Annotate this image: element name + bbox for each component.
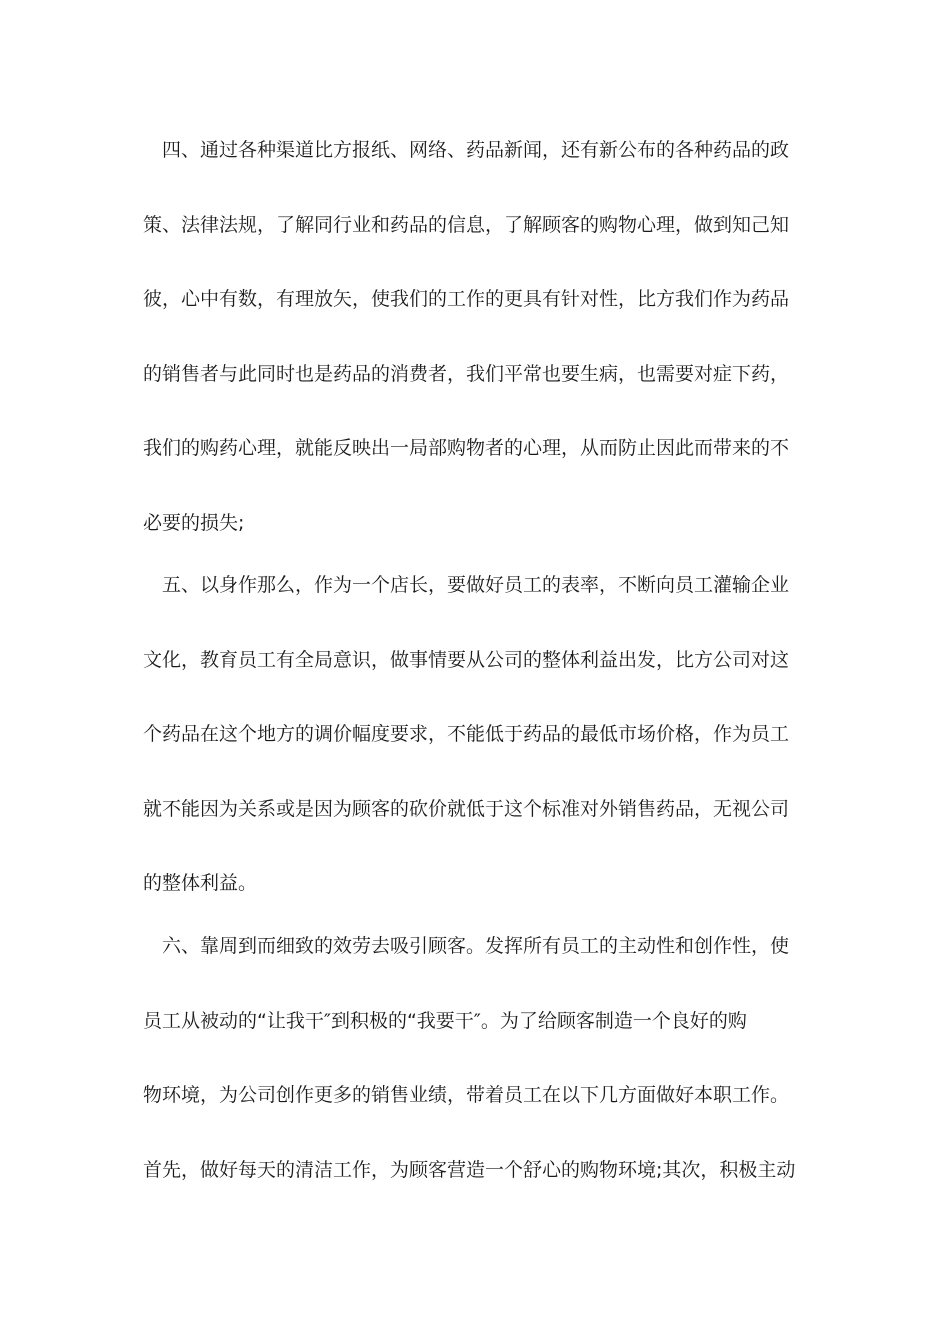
paragraph-4-line-6: 必要的损失;	[143, 512, 245, 534]
paragraph-5-line-3: 个药品在这个地方的调价幅度要求，不能低于药品的最低市场价格，作为员工	[143, 723, 790, 745]
paragraph-5-line-2: 文化，教育员工有全局意识，做事情要从公司的整体利益出发，比方公司对这	[143, 649, 790, 671]
paragraph-5-line-5: 的整体利益。	[143, 872, 258, 894]
paragraph-6-line-3: 物环境，为公司创作更多的销售业绩，带着员工在以下几方面做好本职工作。	[143, 1084, 790, 1106]
paragraph-4-line-1: 四、通过各种渠道比方报纸、网络、药品新闻，还有新公布的各种药品的政	[162, 139, 790, 161]
paragraph-4-line-3: 彼，心中有数，有理放矢，使我们的工作的更具有针对性，比方我们作为药品	[143, 288, 790, 310]
paragraph-6-line-4: 首先，做好每天的清洁工作，为顾客营造一个舒心的购物环境;其次，积极主动	[143, 1159, 796, 1181]
paragraph-5-line-4: 就不能因为关系或是因为顾客的砍价就低于这个标准对外销售药品，无视公司	[143, 798, 790, 820]
paragraph-5-line-1: 五、以身作那么，作为一个店长，要做好员工的表率，不断向员工灌输企业	[162, 574, 790, 596]
paragraph-4-line-2: 策、法律法规，了解同行业和药品的信息，了解顾客的购物心理，做到知己知	[143, 214, 790, 236]
paragraph-4-line-5: 我们的购药心理，就能反映出一局部购物者的心理，从而防止因此而带来的不	[143, 437, 790, 459]
paragraph-6-line-2: 员工从被动的“让我干″到积极的“我要干″。为了给顾客制造一个良好的购	[143, 1010, 747, 1032]
paragraph-4-line-4: 的销售者与此同时也是药品的消费者，我们平常也要生病，也需要对症下药，	[143, 363, 790, 385]
paragraph-6-line-1: 六、靠周到而细致的效劳去吸引顾客。发挥所有员工的主动性和创作性，使	[162, 935, 790, 957]
